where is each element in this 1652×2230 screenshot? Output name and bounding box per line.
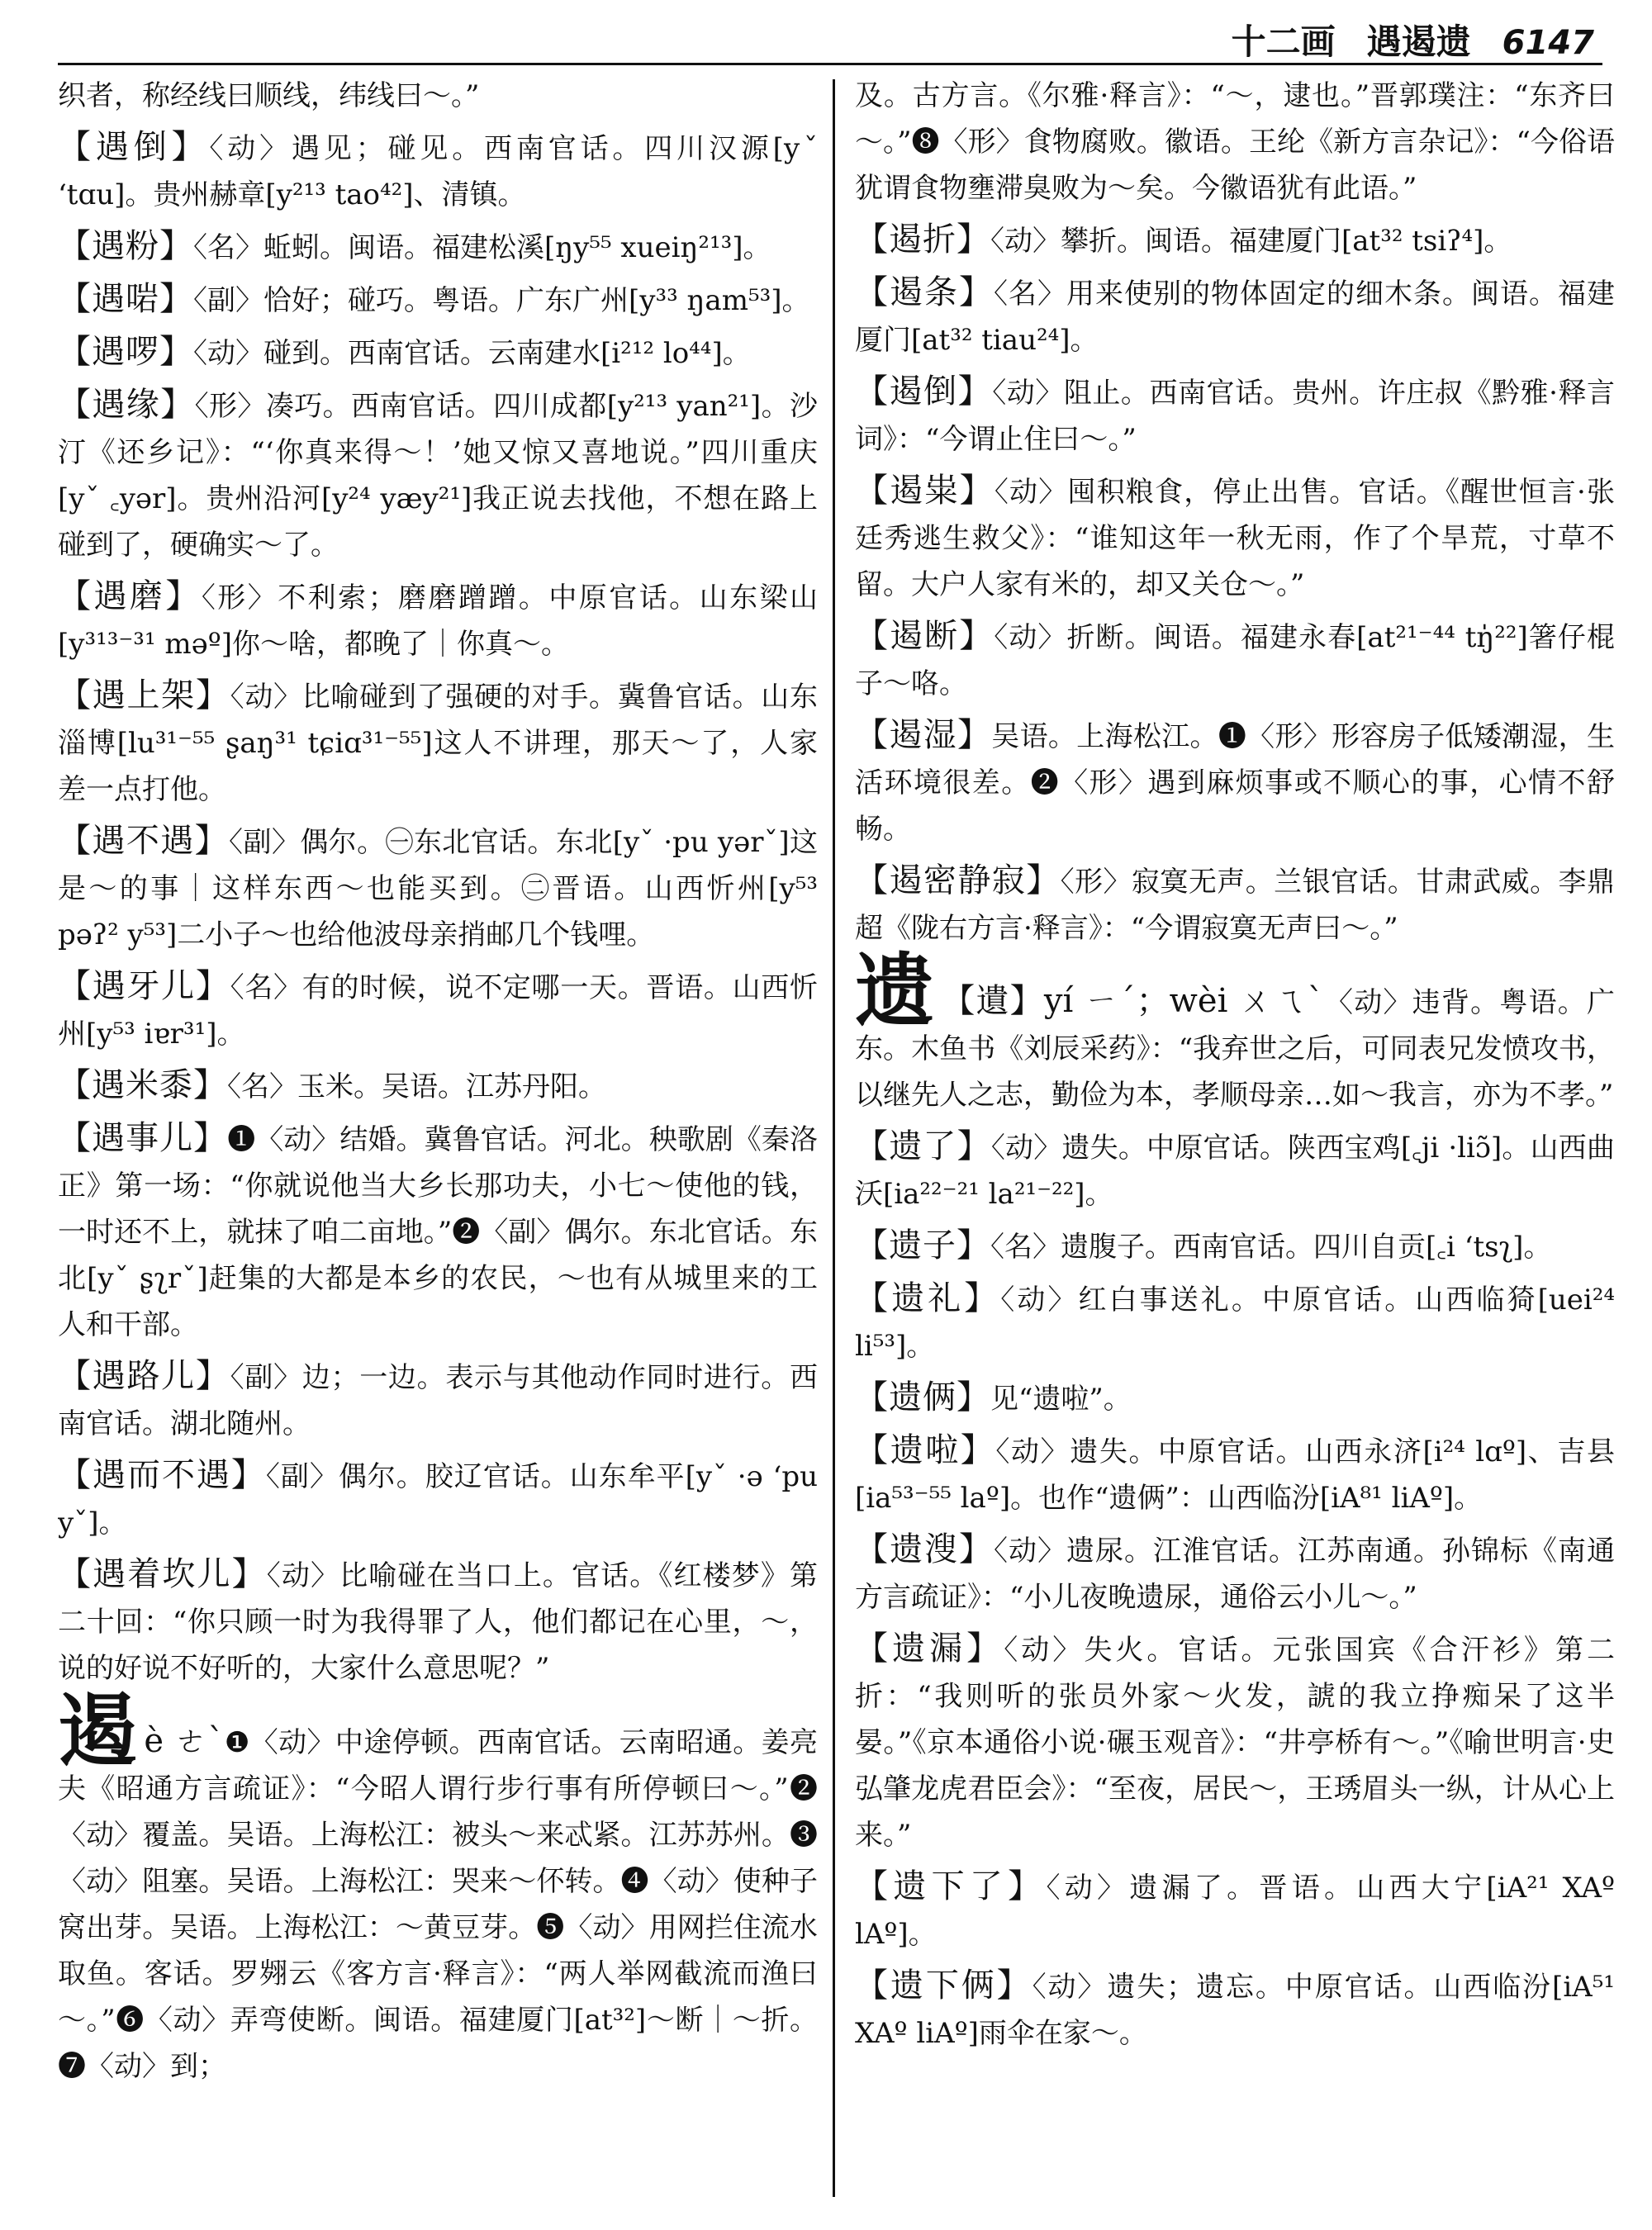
entry-definition: 〈名〉蚯蚓。闽语。福建松溪[ŋy⁵⁵ xueiŋ²¹³]。 (193, 231, 771, 264)
dictionary-entry (58, 276, 818, 324)
entry-definition: 〈动〉折断。闽语。福建永春[at²¹⁻⁴⁴ tŋ̍²²]箸仔棍子～咯。 (855, 621, 1615, 700)
entry-headword: 【遇倒】 (58, 128, 210, 166)
dictionary-entry (58, 963, 818, 1057)
entry-headword: 【遇缘】 (58, 386, 195, 424)
entry-definition: 〈名〉用来使别的物体固定的细木条。闽语。福建厦门[at³² tiau²⁴]。 (855, 278, 1615, 357)
dictionary-entry (58, 1353, 818, 1447)
entry-head-character: 遗 (855, 944, 936, 1037)
header-section: 十二画 (1231, 21, 1336, 62)
entry-definition: 〈动〉遗漏了。晋语。山西大宁[iA²¹ XAº lAº]。 (855, 1872, 1615, 1951)
entry-definition: 〈副〉恰好；碰巧。粤语。广东广州[y³³ ŋam⁵³]。 (193, 284, 810, 317)
entry-definition: 〈动〉遗失。中原官话。山西永济[i²⁴ lɑº]、吉县[ia⁵³⁻⁵⁵ laº]。也作“遗俩”：山西临汾[iA⁸¹ liAº]。 (855, 1435, 1615, 1515)
entry-definition: 〈副〉边；一边。表示与其他动作同时进行。西南官话。湖北随州。 (58, 1361, 818, 1440)
entry-headword: 【遇路儿】 (58, 1357, 230, 1395)
entry-headword: 【遇磨】 (58, 577, 202, 615)
header-chars: 遇遏遗 (1366, 21, 1471, 62)
entry-headword: 【遇啰】 (58, 333, 193, 371)
entry-headword: 【遇上架】 (58, 676, 230, 714)
dictionary-entry (58, 1684, 818, 2090)
dictionary-entry (855, 1625, 1615, 1858)
entry-headword: 【遗漏】 (855, 1630, 1004, 1668)
dictionary-entry (58, 1062, 818, 1110)
entry-definition: 〈动〉碰到。西南官话。云南建水[i²¹² lo⁴⁴]。 (193, 337, 751, 370)
entry-definition: 〈动〉囤积粮食，停止出售。官话。《醒世恒言·张廷秀逃生救父》：“谁知这年一秋无雨，作了个旱荒，寸草不留。大户人家有米的，却又关仓～。” (855, 476, 1615, 601)
dictionary-entry (855, 1427, 1615, 1521)
dictionary-entry (58, 1551, 818, 1691)
entry-headword: 【遇事儿】 (58, 1119, 228, 1157)
left-column (58, 73, 818, 2197)
entry-headword: 【遗俩】 (855, 1378, 990, 1416)
entry-definition: 〈动〉遗尿。江淮官话。江苏南通。孙锦标《南通方言疏证》：“小儿夜晚遗尿，通俗云小儿～。” (855, 1535, 1615, 1614)
dictionary-entry (855, 368, 1615, 463)
entry-headword: 【遇不遇】 (58, 822, 230, 860)
entry-headword: 【遏条】 (855, 273, 994, 311)
entry-definition: 见“遗啦”。 (990, 1383, 1132, 1416)
entry-definition: 〈形〉不利索；磨磨蹭蹭。中原官话。山东梁山[y³¹³⁻³¹ məº]你～啥，都晚了｜你真～。 (58, 581, 818, 661)
entry-headword: 【遇着坎儿】 (58, 1555, 267, 1593)
dictionary-entry (58, 1115, 818, 1348)
entry-definition: 〈名〉遗腹子。西南官话。四川自贡[꜀i ʻtsʅ]。 (990, 1231, 1552, 1264)
dictionary-entry (855, 712, 1615, 852)
entry-definition: 〈动〉失火。官话。元张国宾《合汗衫》第二折：“我则听的张员外家～火发，諕的我立挣痴呆了这半晏。”《京本通俗小说·碾玉观音》：“井亭桥有～。”《喻世明言·史弘肇龙虎君臣会》：“至夜，居民～，王琇眉头一纵，计从心上来。” (855, 1634, 1615, 1852)
dictionary-entry (855, 1275, 1615, 1369)
entry-definition: 〈动〉比喻碰到了强硬的对手。冀鲁官话。山东淄博[lu³¹⁻⁵⁵ ʂaŋ³¹ tɕiɑ³¹⁻⁵⁵]这人不讲理，那天～了，人家差一点打他。 (58, 681, 818, 806)
entry-definition: 及。古方言。《尔雅·释言》：“～，逮也。”晋郭璞注：“东齐曰～。”❽〈形〉食物腐败。徽语。王纶《新方言杂记》：“今俗语犹谓食物壅滞臭败为～矣。今徽语犹有此语。” (855, 79, 1615, 205)
entry-definition: 〈副〉偶尔。㊀东北官话。东北[yˇ ·pu yərˇ]这是～的事｜这样东西～也能买到。㊁晋语。山西忻州[y⁵³ pəʔ² y⁵³]二小子～也给他波母亲捎邮几个钱哩。 (58, 826, 818, 951)
page-header (1232, 15, 1594, 64)
dictionary-entry (855, 216, 1615, 264)
entry-headword: 【遏湿】 (855, 716, 992, 754)
dictionary-entry (58, 329, 818, 377)
dictionary-entry (58, 573, 818, 667)
dictionary-entry (855, 1962, 1615, 2057)
entry-headword: 【遗礼】 (855, 1279, 1001, 1317)
entry-headword: 【遗了】 (855, 1127, 991, 1165)
entry-headword: 【遏倒】 (855, 372, 993, 410)
dictionary-entry (855, 269, 1615, 363)
entry-headword: 【遗下俩】 (855, 1967, 1032, 2005)
entry-headword: 【遗子】 (855, 1226, 990, 1264)
dictionary-entry (855, 1374, 1615, 1422)
entry-headword: 【遺】yí ㄧˊ；wèi ㄨㄟˋ (942, 982, 1325, 1020)
entry-definition: 〈动〉红白事送礼。中原官话。山西临猗[uei²⁴ li⁵³]。 (855, 1283, 1615, 1363)
dictionary-entry (58, 818, 818, 958)
dictionary-entry (58, 223, 818, 271)
dictionary-entry (58, 124, 818, 218)
entry-headword: 【遗啦】 (855, 1431, 996, 1469)
dictionary-entry (855, 1123, 1615, 1217)
entry-definition: 〈形〉凑巧。西南官话。四川成都[y²¹³ yan²¹]。沙汀《还乡记》：“‘你真来得～！’她又惊又喜地说。”四川重庆[yˇ ꜀yər]。贵州沿河[y²⁴ yæy²¹]我正说去找他，不想在路上碰到了，硬确实～了。 (58, 390, 818, 562)
entry-definition: 〈动〉违背。粤语。广东。木鱼书《刘辰采药》：“我弃世之后，可同表兄发愤攻书，以继先人之志，勤俭为本，孝顺母亲…如～我言，亦为不孝。” (855, 986, 1615, 1112)
entry-headword: 【遏断】 (855, 617, 995, 655)
entry-definition: 〈动〉阻止。西南官话。贵州。许庄叔《黔雅·释言词》：“今谓止住曰～。” (855, 377, 1615, 456)
dictionary-entry (58, 73, 818, 119)
entry-headword: 【遗下了】 (855, 1867, 1047, 1905)
entry-headword: 【遇牙儿】 (58, 967, 230, 1005)
dictionary-entry (855, 857, 1615, 951)
entry-headword: 【遇啱】 (58, 280, 193, 318)
dictionary-entry (58, 1452, 818, 1546)
entry-definition: 〈名〉有的时候，说不定哪一天。晋语。山西忻州[y⁵³ iɐr³¹]。 (58, 971, 818, 1051)
entry-definition: 〈动〉攀折。闽语。福建厦门[at³² tsiʔ⁴]。 (990, 225, 1512, 258)
dictionary-entry (58, 382, 818, 568)
entry-definition: 〈形〉寂寞无声。兰银官话。甘肃武威。李鼎超《陇右方言·释言》：“今谓寂寞无声曰～。” (855, 866, 1615, 945)
dictionary-entry (855, 1526, 1615, 1620)
dictionary-entry (855, 1222, 1615, 1270)
entry-headword: 【遏折】 (855, 221, 990, 259)
entry-definition: 〈动〉遗失。中原官话。陕西宝鸡[꜀ji ·liɔ̃]。山西曲沃[ia²²⁻²¹ la²¹⁻²²]。 (855, 1132, 1615, 1211)
entry-definition: 〈名〉玉米。吴语。江苏丹阳。 (227, 1070, 606, 1103)
entry-headword: 【遗溲】 (855, 1530, 994, 1568)
entry-definition: 织者，称经线曰顺线，纬线曰～。” (58, 79, 480, 112)
entry-definition: 吴语。上海松江。❶〈形〉形容房子低矮潮湿，生活环境很差。❷〈形〉遇到麻烦事或不顺心的事，心情不舒畅。 (855, 720, 1615, 846)
entry-headword: 【遇米黍】 (58, 1066, 227, 1104)
page-number: 6147 (1502, 24, 1594, 62)
entry-headword: 【遏密静寂】 (855, 861, 1061, 899)
entry-definition: 〈动〉遗失；遗忘。中原官话。山西临汾[iA⁵¹ XAº liAº]雨伞在家～。 (855, 1971, 1615, 2050)
dictionary-entry (855, 73, 1615, 211)
column-divider (833, 79, 835, 2197)
right-column (855, 73, 1615, 2197)
entry-definition: ❶〈动〉中途停顿。西南官话。云南昭通。姜亮夫《昭通方言疏证》：“今昭人谓行步行事有所停顿曰～。”❷〈动〉覆盖。吴语。上海松江：被头～来忒紧。江苏苏州。❸〈动〉阻塞。吴语。上海松江：哭来～伓转。❹〈动〉使种子窝出芽。吴语。上海松江：～黄豆芽。❺〈动〉用网拦住流水取鱼。客话。罗翙云《客方言·释言》：“两人举网截流而渔曰～。”❻〈动〉弄弯使断。闽语。福建厦门[at³²]～断｜～折。❼〈动〉到； (58, 1726, 818, 2083)
dictionary-entry (855, 613, 1615, 707)
entry-headword: è ㄜˋ (144, 1722, 225, 1760)
entry-definition: ❶〈动〉结婚。冀鲁官话。河北。秧歌剧《秦洛正》第一场：“你就说他当大乡长那功夫，小七～使他的钱，一时还不上，就抹了咱二亩地。”❷〈副〉偶尔。东北官话。东北[yˇ ʂʅrˇ]赶集的大都是本乡的农民，～也有从城里来的工人和干部。 (58, 1123, 818, 1341)
entry-definition: 〈动〉比喻碰在当口上。官话。《红楼梦》第二十回：“你只顾一时为我得罪了人，他们都记在心里，～，说的好说不好听的，大家什么意思呢？” (58, 1559, 818, 1685)
entry-headword: 【遏粜】 (855, 472, 995, 510)
entry-definition: 〈动〉遇见；碰见。西南官话。四川汉源[yˇ ʻtɑu]。贵州赫章[y²¹³ tao⁴²]、清镇。 (58, 132, 818, 211)
dictionary-entry (855, 944, 1615, 1118)
entry-definition: 〈副〉偶尔。胶辽官话。山东牟平[yˇ ·ə ʻpu yˇ]。 (58, 1460, 818, 1540)
entry-headword: 【遇而不遇】 (58, 1456, 266, 1494)
entry-headword: 【遇粉】 (58, 227, 193, 265)
dictionary-entry (855, 467, 1615, 608)
dictionary-entry (58, 672, 818, 813)
entry-head-character: 遏 (58, 1684, 138, 1777)
dictionary-entry (855, 1863, 1615, 1957)
header-rule (58, 63, 1602, 65)
